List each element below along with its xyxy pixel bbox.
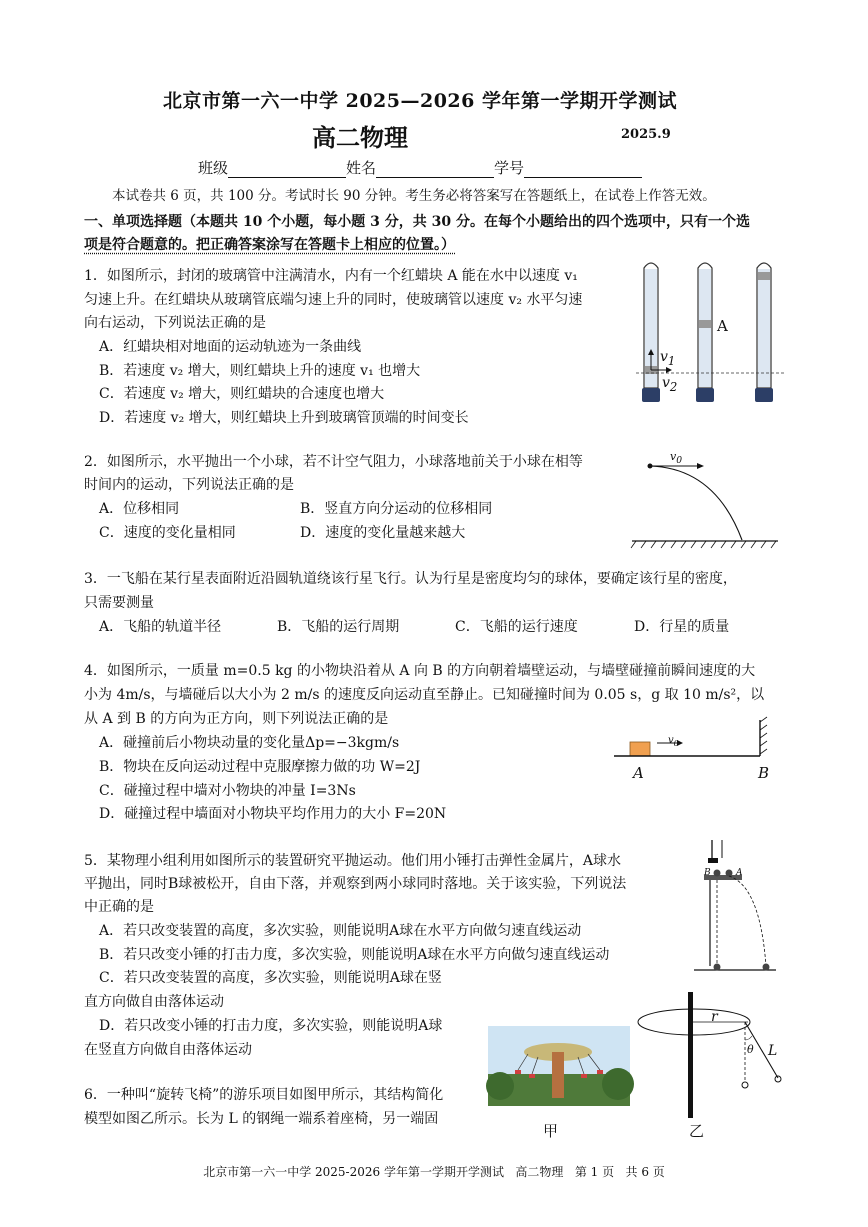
q3-option-c: C．飞船的运行速度 bbox=[455, 619, 578, 635]
q6-label-theta: θ bbox=[747, 1043, 754, 1056]
q4-option-b: B．物块在反向运动过程中克服摩擦力做的功 W=2J bbox=[99, 759, 421, 775]
class-blank bbox=[228, 163, 346, 178]
page-footer: 北京市第一六一中学 2025-2026 学年第一学期开学测试 高二物理 第 1 页 共 6 页 bbox=[203, 1165, 665, 1179]
q1-option-d: D．若速度 v₂ 增大，则红蜡块上升到玻璃管顶端的时间变长 bbox=[99, 410, 469, 426]
q1-tubes-figure bbox=[636, 258, 786, 408]
name-blank bbox=[376, 163, 494, 178]
q4-label-v0 bbox=[668, 731, 679, 753]
q5-option-a: A．若只改变装置的高度，多次实验，则能说明A球在水平方向做匀速直线运动 bbox=[99, 923, 582, 939]
q5-option-b: B．若只改变小锤的打击力度，多次实验，则能说明A球在水平方向做匀速直线运动 bbox=[99, 947, 610, 963]
exam-title: 北京市第一六一中学 2025—2026 学年第一学期开学测试 bbox=[163, 90, 677, 112]
q1-v2-symbol: v bbox=[662, 375, 670, 391]
q4-option-c: C．碰撞过程中墙对小物块的冲量 I=3Ns bbox=[99, 783, 356, 799]
q1-stem-2: 匀速上升。在红蜡块从玻璃管底端匀速上升的同时，使玻璃管以速度 v₂ 水平匀速 bbox=[84, 292, 583, 308]
q4-label-a: A bbox=[633, 764, 644, 782]
q2-v0-sub: 0 bbox=[676, 455, 683, 467]
q5-apparatus-figure bbox=[690, 836, 780, 978]
q1-option-c: C．若速度 v₂ 增大，则红蜡块的合速度也增大 bbox=[99, 386, 385, 402]
q1-stem-1: 1．如图所示，封闭的玻璃管中注满清水，内有一个红蜡块 A 能在水中以速度 v₁ bbox=[84, 268, 578, 284]
q3-stem-2: 只需要测量 bbox=[84, 595, 154, 611]
q1-option-a: A．红蜡块相对地面的运动轨迹为一条曲线 bbox=[99, 339, 362, 355]
q4-option-a: A．碰撞前后小物块动量的变化量Δp=−3kgm/s bbox=[99, 735, 400, 751]
id-label: 学号 bbox=[494, 159, 525, 177]
q6-label-l: L bbox=[768, 1043, 778, 1059]
q5-stem-2: 平抛出，同时B球被松开，自由下落，并观察到两小球同时落地。关于该实验，下列说法 bbox=[84, 876, 627, 892]
q4-stem-3: 从 A 到 B 的方向为正方向，则下列说法正确的是 bbox=[84, 711, 389, 727]
q1-stem-3: 向右运动，下列说法正确的是 bbox=[84, 315, 266, 331]
q1-option-b: B．若速度 v₂ 增大，则红蜡块上升的速度 v₁ 也增大 bbox=[99, 363, 421, 379]
q5-option-c-1: C．若只改变装置的高度，多次实验，则能说明A球在竖 bbox=[99, 970, 442, 986]
q4-option-d: D．碰撞过程中墙面对小物块平均作用力的大小 F=20N bbox=[99, 806, 447, 822]
q1-v1-sub: 1 bbox=[667, 353, 676, 368]
q2-option-d: D．速度的变化量越来越大 bbox=[300, 525, 466, 541]
class-label: 班级 bbox=[198, 159, 229, 177]
q4-stem-2: 小为 4m/s，与墙碰后以大小为 2 m/s 的速度反向运动直至静止。已知碰撞时间为 0.05 s，g 取 10 m/s²，以 bbox=[84, 687, 765, 703]
q5-label-a: A bbox=[736, 868, 743, 878]
q2-option-a: A．位移相同 bbox=[99, 501, 180, 517]
q3-stem-1: 3．一飞船在某行星表面附近沿圆轨道绕该行星飞行。认为行星是密度均匀的球体，要确定该行星的密度， bbox=[84, 571, 737, 587]
q6-label-jia: 甲 bbox=[543, 1122, 559, 1140]
q5-label-b: B bbox=[704, 868, 711, 878]
q2-label-v0 bbox=[670, 447, 682, 471]
name-label: 姓名 bbox=[346, 159, 377, 177]
q4-v0-sub: 0 bbox=[673, 738, 679, 748]
q5-option-c-2: 直方向做自由落体运动 bbox=[84, 994, 224, 1010]
q6-ride-photo bbox=[488, 1026, 630, 1106]
q2-v0-symbol: v bbox=[670, 450, 677, 463]
q1-label-a: A bbox=[717, 317, 728, 335]
student-info-row bbox=[198, 158, 642, 178]
q5-option-d-2: 在竖直方向做自由落体运动 bbox=[84, 1042, 252, 1058]
q1-v1-symbol: v bbox=[660, 349, 668, 365]
q4-stem-1: 4．如图所示，一质量 m=0.5 kg 的小物块沿着从 A 向 B 的方向朝着墙壁运动，与墙壁碰撞前瞬间速度的大 bbox=[84, 663, 756, 679]
subject-title: 高二物理 bbox=[312, 123, 408, 152]
section-heading-line2 bbox=[84, 234, 455, 254]
q4-label-b: B bbox=[758, 764, 770, 782]
q3-option-a: A．飞船的轨道半径 bbox=[99, 619, 222, 635]
exam-notice: 本试卷共 6 页，共 100 分。考试时长 90 分钟。考生务必将答案写在答题纸上，在试卷上作答无效。 bbox=[112, 188, 716, 204]
q1-v2-sub: 2 bbox=[669, 379, 678, 394]
q2-option-b: B．竖直方向分运动的位移相同 bbox=[300, 501, 493, 517]
q6-stem-2: 模型如图乙所示。长为 L 的钢绳一端系着座椅，另一端固 bbox=[84, 1111, 439, 1127]
q2-stem-2: 时间内的运动，下列说法正确的是 bbox=[84, 477, 294, 493]
section-heading-line1: 一、单项选择题（本题共 10 个小题，每小题 3 分，共 30 分。在每个小题给出的四个选项中，只有一个选 bbox=[84, 214, 750, 230]
q2-projectile-figure bbox=[630, 455, 780, 550]
q5-option-d-1: D．若只改变小锤的打击力度，多次实验，则能说明A球 bbox=[99, 1018, 443, 1034]
exam-date: 2025.9 bbox=[621, 127, 671, 142]
q3-option-d: D．行星的质量 bbox=[634, 619, 730, 635]
q2-stem-1: 2．如图所示，水平抛出一个小球，若不计空气阻力，小球落地前关于小球在相等 bbox=[84, 454, 583, 470]
q3-option-b: B．飞船的运行周期 bbox=[277, 619, 400, 635]
q6-stem-1: 6．一种叫“旋转飞椅”的游乐项目如图甲所示，其结构简化 bbox=[84, 1087, 444, 1103]
q5-stem-1: 5．某物理小组利用如图所示的装置研究平抛运动。他们用小锤打击弹性金属片，A球水 bbox=[84, 853, 622, 869]
q2-option-c: C．速度的变化量相同 bbox=[99, 525, 236, 541]
id-blank bbox=[524, 163, 642, 178]
q1-label-v2 bbox=[662, 373, 677, 397]
q6-label-yi: 乙 bbox=[689, 1122, 705, 1140]
section-heading-line2-text: 项是符合题意的。把正确答案涂写在答题卡上相应的位置。） bbox=[84, 237, 455, 253]
q1-label-v1 bbox=[660, 347, 675, 371]
q4-v0-symbol: v bbox=[668, 735, 674, 746]
q5-stem-3: 中正确的是 bbox=[84, 899, 154, 915]
q6-label-r: r bbox=[711, 1009, 718, 1025]
